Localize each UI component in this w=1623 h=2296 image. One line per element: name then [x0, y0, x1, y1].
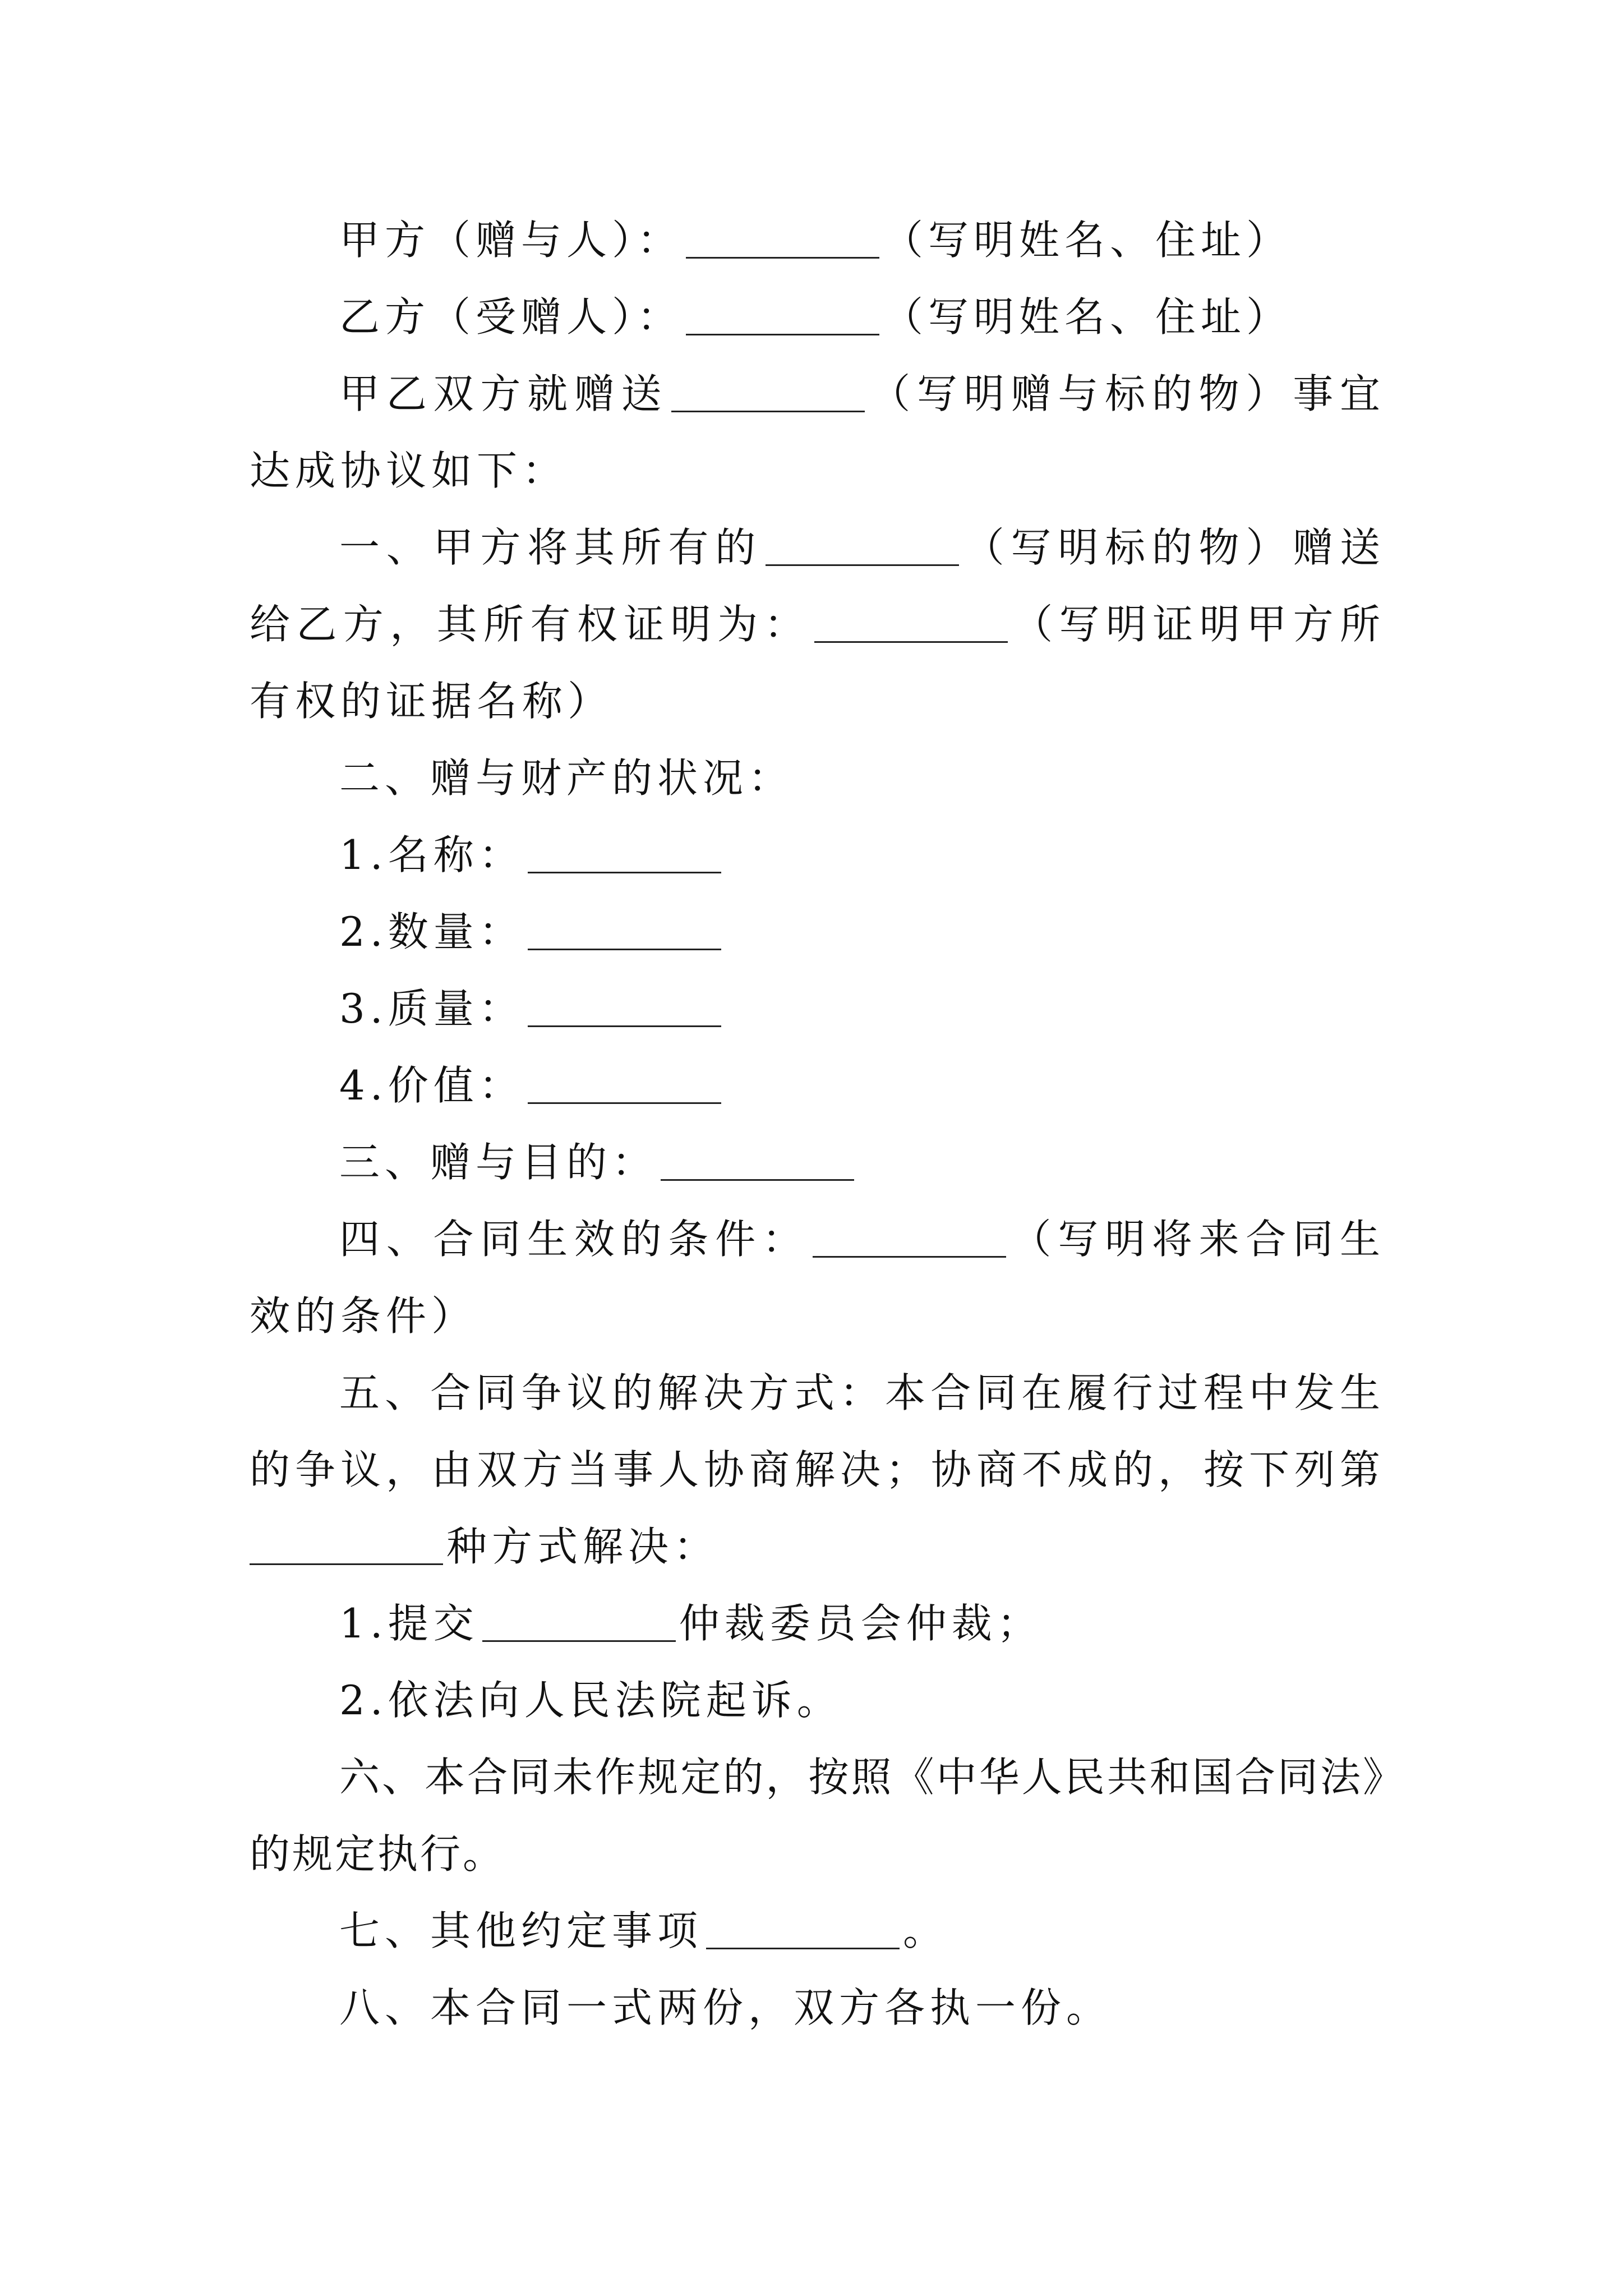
property-value-line: [250, 1047, 1385, 1124]
clause-3: [250, 1124, 1385, 1201]
property-quantity-label: 2.数量：: [339, 908, 524, 955]
property-quality-label: 3.质量：: [339, 985, 524, 1032]
intro-pre: 甲乙双方就赠送: [339, 370, 668, 417]
clause-6: 六、本合同未作规定的，按照《中华人民共和国合同法》的规定执行。: [250, 1754, 1385, 1878]
clause-7: [250, 1893, 1385, 1970]
property-name-label: 1.名称：: [339, 831, 524, 878]
property-name-blank[interactable]: [528, 838, 721, 873]
party-a-label: 甲方（赠与人）：: [339, 217, 683, 264]
party-b-blank[interactable]: [686, 300, 879, 335]
intro-post: （写明赠与标的物）事宜达成协议如下：: [250, 370, 1385, 494]
clause-5-option-1-post: 仲裁委员会仲裁；: [679, 1600, 1043, 1647]
clause-8: 八、本合同一式两份，双方各执一份。: [339, 1984, 1112, 2031]
property-quantity-blank[interactable]: [528, 915, 721, 950]
clause-5-text: 五、合同争议的解决方式：本合同在履行过程中发生的争议，由双方当事人协商解决；协商不成的，按下列第: [250, 1369, 1386, 1493]
clause-5-option-1: [250, 1585, 1385, 1662]
dispute-method-blank[interactable]: [250, 1530, 443, 1565]
clause-7-post: 。: [903, 1907, 949, 1954]
clause-5: [250, 1355, 1385, 1585]
other-matters-blank[interactable]: [706, 1914, 900, 1949]
party-a-blank[interactable]: [686, 223, 879, 259]
party-b-line: [250, 279, 1385, 356]
property-name-line: [250, 817, 1385, 894]
clause-7-pre: 七、其他约定事项: [339, 1907, 703, 1954]
clause-4-pre: 四、合同生效的条件：: [339, 1216, 809, 1263]
property-value-blank[interactable]: [528, 1069, 721, 1104]
party-a-line: [250, 202, 1385, 279]
clause-5-option-2: 2.依法向人民法院起诉。: [339, 1677, 842, 1724]
party-a-note: （写明姓名、住址）: [883, 217, 1292, 264]
arbitration-committee-blank[interactable]: [482, 1607, 676, 1642]
property-value-label: 4.价值：: [339, 1062, 524, 1109]
party-b-note: （写明姓名、住址）: [883, 293, 1292, 341]
clause-1-post: （写明证明甲方所有权的证据名称）: [250, 601, 1385, 725]
clause-2-title: 二、赠与财产的状况：: [339, 754, 794, 802]
clause-3-label: 三、赠与目的：: [339, 1139, 658, 1186]
contract-page: [250, 202, 1385, 2046]
property-quality-blank[interactable]: [528, 992, 721, 1027]
effective-condition-blank[interactable]: [813, 1222, 1006, 1258]
clause-1-proof-blank[interactable]: [814, 608, 1008, 643]
clause-1-mid: （写明标的物）赠送给乙方，其所有权证明为：: [250, 524, 1385, 648]
property-quality-line: [250, 970, 1385, 1047]
party-b-label: 乙方（受赠人）：: [339, 293, 683, 341]
clause-1: [250, 509, 1385, 740]
intro-paragraph: [250, 356, 1385, 509]
property-quantity-line: [250, 894, 1385, 970]
clause-1-subject-blank[interactable]: [766, 531, 959, 566]
clause-5-option-1-pre: 1.提交: [339, 1600, 479, 1647]
clause-5-post: 种方式解决：: [446, 1523, 720, 1570]
gift-purpose-blank[interactable]: [661, 1145, 854, 1181]
clause-4-post: （写明将来合同生效的条件）: [250, 1216, 1385, 1340]
gift-subject-blank[interactable]: [671, 377, 865, 412]
clause-1-pre: 一、甲方将其所有的: [339, 524, 762, 571]
clause-4: [250, 1201, 1385, 1355]
